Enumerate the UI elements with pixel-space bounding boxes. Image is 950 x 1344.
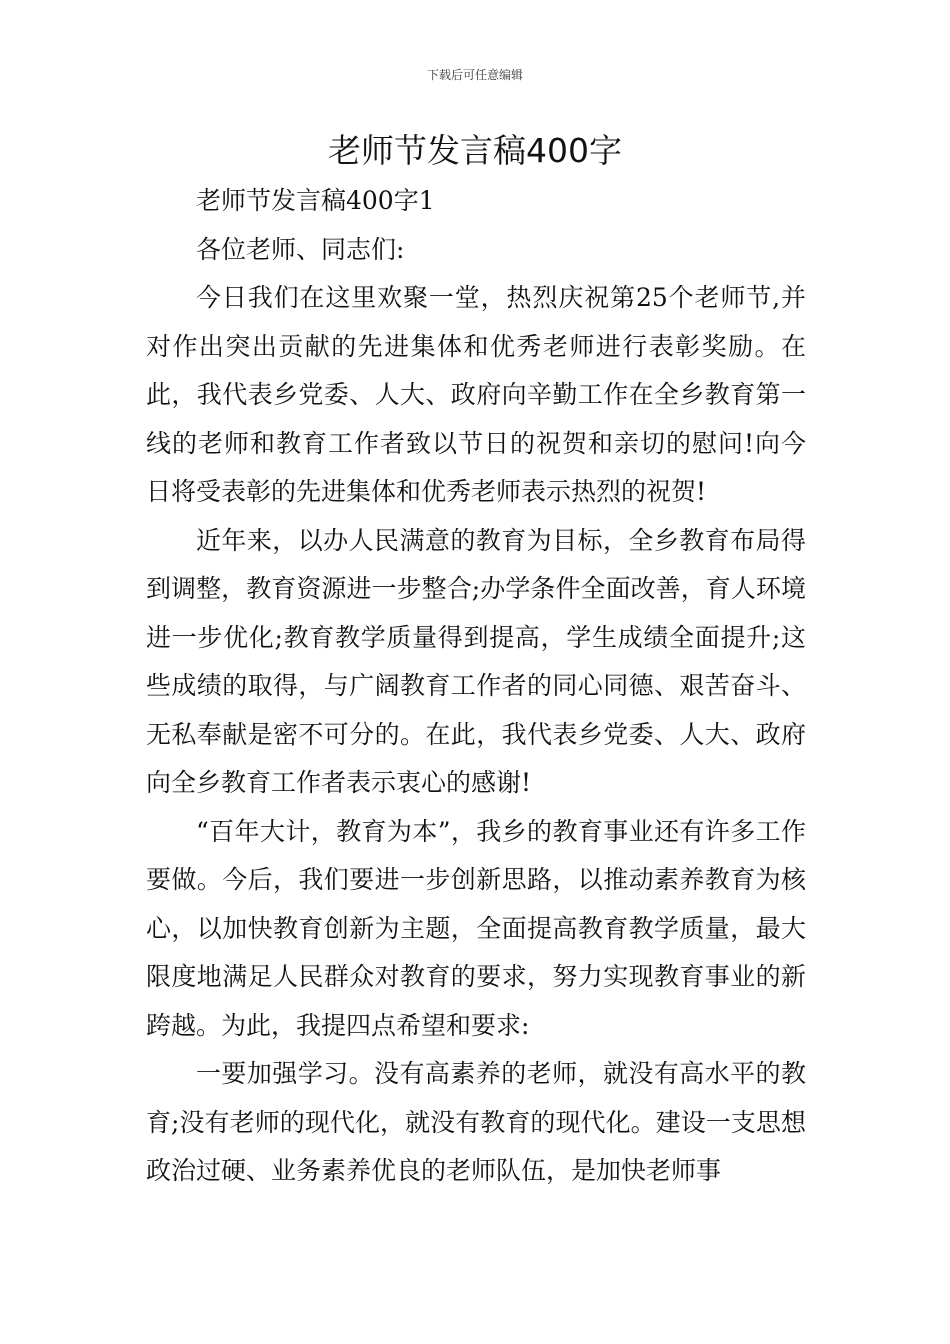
page-header-note: 下载后可任意编辑 [426, 68, 523, 82]
body-paragraph-1: 今日我们在这里欢聚一堂，热烈庆祝第25个老师节,并对作出突出贡献的先进集体和优秀老师进行表彰奖励。在此，我代表乡党委、人大、政府向辛勤工作在全乡教育第一线的老师和教育工作者致以节日的祝贺和亲切的慰问!向今日将受表彰的先进集体和优秀老师表示热烈的祝贺! [146, 283, 806, 506]
body-paragraph-2: 近年来，以办人民满意的教育为目标，全乡教育布局得到调整，教育资源进一步整合;办学条件全面改善，育人环境进一步优化;教育教学质量得到提高，学生成绩全面提升;这些成绩的取得，与广阔教育工作者的同心同德、艰苦奋斗、无私奉献是密不可分的。在此，我代表乡党委、人大、政府向全乡教育工作者表示衷心的感谢! [146, 525, 806, 797]
document-body [146, 177, 806, 1196]
body-paragraph-3: “百年大计，教育为本”，我乡的教育事业还有许多工作要做。今后，我们要进一步创新思路，以推动素养教育为核心，以加快教育创新为主题，全面提高教育教学质量，最大限度地满足人民群众对教育的要求，努力实现教育事业的新跨越。为此，我提四点希望和要求: [146, 816, 806, 1040]
subtitle-paragraph: 老师节发言稿400字1 [196, 186, 435, 215]
body-paragraph-4: 一要加强学习。没有高素养的老师，就没有高水平的教育;没有老师的现代化，就没有教育的现代化。建设一支思想政治过硬、业务素养优良的老师队伍，是加快老师事 [146, 1059, 806, 1185]
salutation-paragraph: 各位老师、同志们: [196, 234, 405, 264]
document-title: 老师节发言稿400字 [328, 131, 622, 170]
